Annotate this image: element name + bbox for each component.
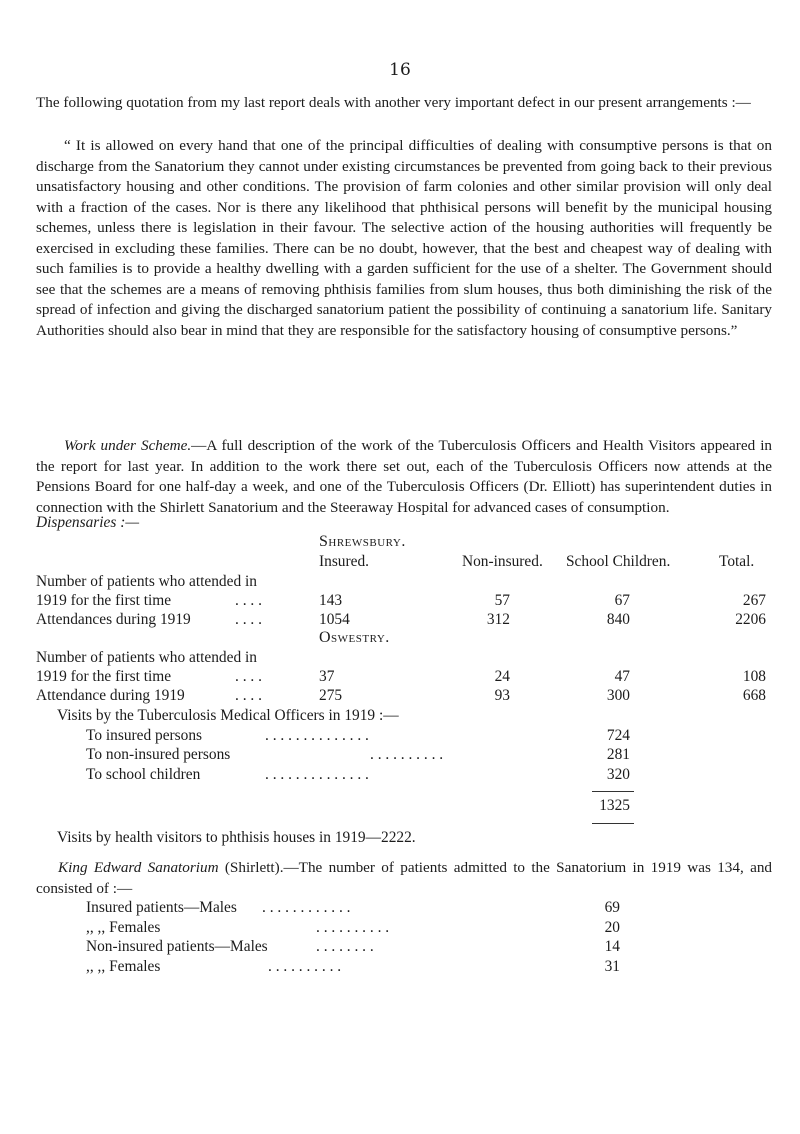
intro-text: The following quotation from my last report deals with another very important defect in our present arrangements :—	[36, 94, 751, 111]
oswestry-row1-school: 47	[614, 668, 630, 685]
quote-text: “ It is allowed on every hand that one of the principal difficulties of dealing with consumptive persons is that on discharge from the Sanatorium they cannot under existing circumstances be prevented from going back to their previous unsatisfactory housing and other conditions. The provision of farm colonies and other similar provision will only deal with a fraction of the cases. Nor is there any likelihood that phthisical persons will benefit by the municipal housing schemes, unless there is legislation in their favour. The selective action of the housing authorities will frequently be exercised in excluding these families. There can be no doubt, however, that the best and cheapest way of dealing with such families is to provide a healthy dwelling with a garden sufficient for the use of a shelter. The Government should see that the schemes are a means of removing phthisis families from slum houses, thus both diminishing the risk of the spread of infection and giving the discharged sanatorium patient the possibility of continuing a sanatorium life. Sanitary Authorities should also bear in mind that they are responsible for the satisfactory housing of consumptive persons.”	[36, 137, 772, 339]
shrewsbury-row2-non-insured: 312	[486, 611, 510, 628]
visits-heading: Visits by the Tuberculosis Medical Officers in 1919 :—	[57, 707, 399, 724]
admissions-non-insured-females-label: ,, ,, Females	[86, 958, 161, 975]
oswestry-row1-insured: 37	[319, 668, 335, 685]
king-edward-heading: King Edward Sanatorium	[58, 859, 219, 876]
col-header-school-children: School Children.	[566, 553, 671, 570]
work-text: —A full description of the work of the Tuberculosis Officers and Health Visitors appeared in the report for last year. In addition to the work there set out, each of the Tuberculosis Officers now attends at the Pensions Board for one half-day a week, and one of the Tuberculosis Officers (Dr. Elliott) has superintendent duties in connection with the Shirlett Sanatorium and the Steeraway Hospital for advanced cases of consumption.	[36, 437, 773, 516]
dispensaries-heading: Dispensaries :—	[36, 514, 140, 531]
work-heading: Work under Scheme.	[64, 437, 192, 454]
visits-total-rule-top	[592, 791, 634, 792]
shrewsbury-heading: Shrewsbury.	[319, 533, 406, 550]
admissions-insured-males-dots: . . . . . . . . . . . .	[262, 899, 351, 916]
oswestry-row2-label: Attendance during 1919	[36, 687, 185, 704]
visits-non-insured-dots: . . . . . . . . . .	[370, 746, 444, 763]
visits-non-insured-label: To non-insured persons	[86, 746, 231, 763]
intro-paragraph	[36, 93, 772, 114]
visits-total-rule-bottom	[592, 823, 634, 824]
quote-paragraph	[36, 136, 772, 341]
oswestry-row2-insured: 275	[319, 687, 343, 704]
page-number: 16	[389, 60, 411, 80]
health-visitors-line: Visits by health visitors to phthisis houses in 1919—2222.	[57, 829, 416, 846]
oswestry-row1-dots: . . . .	[235, 668, 262, 685]
shrewsbury-row1-non-insured: 57	[494, 592, 510, 609]
admissions-non-insured-males-value: 14	[604, 938, 620, 955]
visits-school-dots: . . . . . . . . . . . . . .	[265, 766, 369, 783]
shrewsbury-row1-label-line1: Number of patients who attended in	[36, 573, 257, 590]
admissions-non-insured-males-label: Non-insured patients—Males	[86, 938, 268, 955]
shrewsbury-row1-label-line2: 1919 for the first time	[36, 592, 172, 609]
visits-insured-dots: . . . . . . . . . . . . . .	[265, 727, 369, 744]
visits-school-label: To school children	[86, 766, 201, 783]
shrewsbury-row2-school: 840	[606, 611, 630, 628]
oswestry-row1-label-line1: Number of patients who attended in	[36, 649, 257, 666]
work-paragraph	[36, 436, 772, 518]
admissions-non-insured-females-dots: . . . . . . . . . .	[268, 958, 342, 975]
shrewsbury-row2-total: 2206	[735, 611, 766, 628]
visits-insured-value: 724	[606, 727, 630, 744]
admissions-insured-females-dots: . . . . . . . . . .	[316, 919, 390, 936]
shrewsbury-row1-dots: . . . .	[235, 592, 262, 609]
shrewsbury-row2-dots: . . . .	[235, 611, 262, 628]
oswestry-row1-non-insured: 24	[494, 668, 510, 685]
visits-total-value: 1325	[599, 797, 630, 814]
admissions-insured-females-label: ,, ,, Females	[86, 919, 161, 936]
oswestry-row2-school: 300	[606, 687, 630, 704]
shrewsbury-row2-insured: 1054	[319, 611, 350, 628]
shrewsbury-row2-label: Attendances during 1919	[36, 611, 191, 628]
oswestry-row2-dots: . . . .	[235, 687, 262, 704]
shrewsbury-row1-school: 67	[614, 592, 630, 609]
oswestry-row1-label-line2: 1919 for the first time	[36, 668, 172, 685]
admissions-insured-males-label: Insured patients—Males	[86, 899, 237, 916]
admissions-insured-males-value: 69	[604, 899, 620, 916]
shrewsbury-row1-total: 267	[742, 592, 766, 609]
oswestry-row2-total: 668	[742, 687, 766, 704]
oswestry-row2-non-insured: 93	[494, 687, 510, 704]
king-edward-paragraph	[36, 858, 772, 899]
oswestry-heading: Oswestry.	[319, 629, 390, 646]
visits-insured-label: To insured persons	[86, 727, 203, 744]
admissions-insured-females-value: 20	[604, 919, 620, 936]
visits-non-insured-value: 281	[606, 746, 630, 763]
admissions-non-insured-males-dots: . . . . . . . .	[316, 938, 374, 955]
col-header-non-insured: Non-insured.	[462, 553, 543, 570]
admissions-non-insured-females-value: 31	[604, 958, 620, 975]
visits-school-value: 320	[606, 766, 630, 783]
oswestry-row1-total: 108	[742, 668, 766, 685]
king-edward-text: (Shirlett).—The number of patients admitted to the Sanatorium in 1919 was 134, and consisted of :—	[36, 859, 773, 897]
col-header-total: Total.	[719, 553, 755, 570]
col-header-insured: Insured.	[319, 553, 370, 570]
shrewsbury-row1-insured: 143	[319, 592, 343, 609]
